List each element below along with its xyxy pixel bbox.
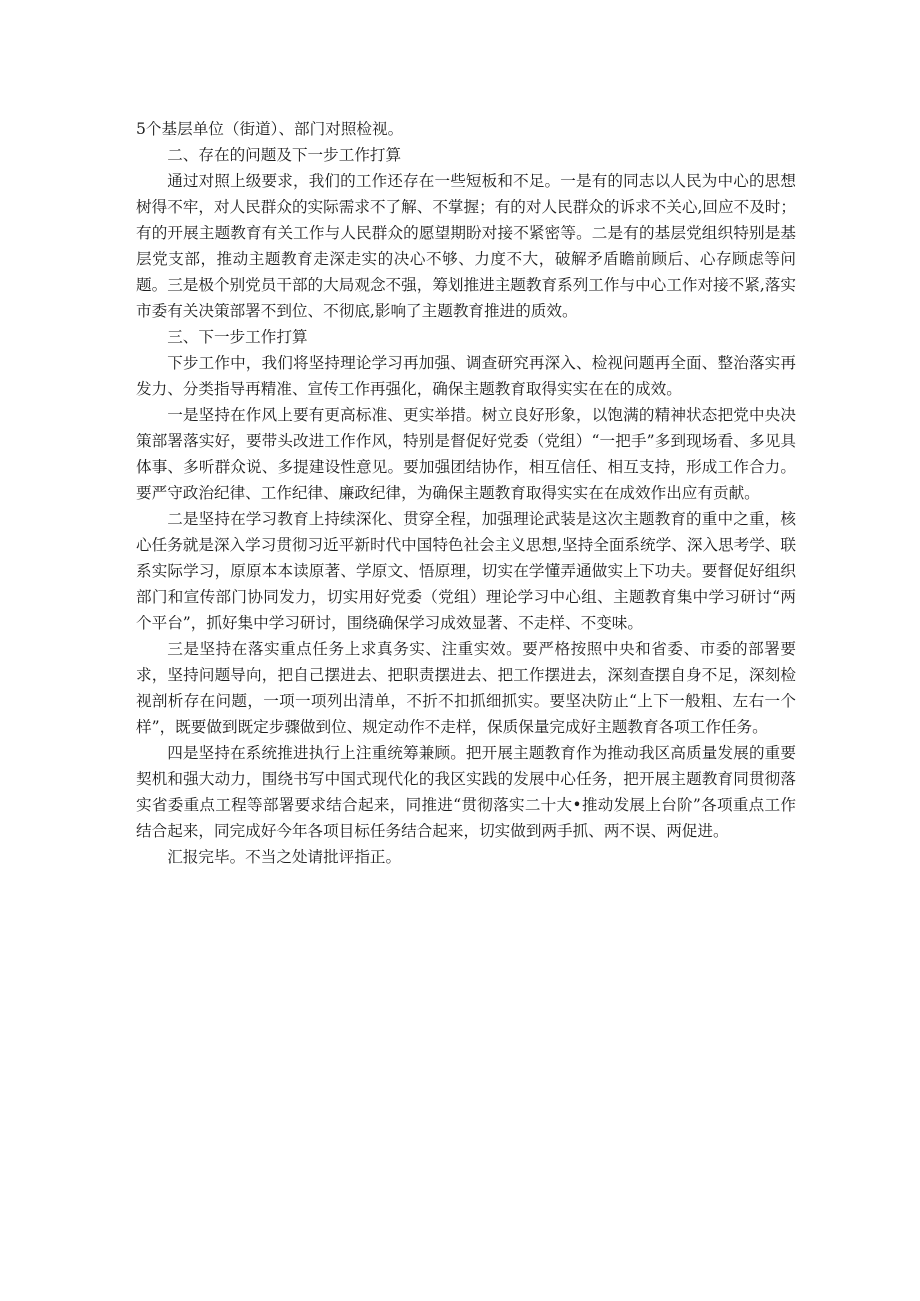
paragraph-problems: 通过对照上级要求，我们的工作还存在一些短板和不足。一是有的同志以人民为中心的思想树得不牢，对人民群众的实际需求不了解、不掌握；有的对人民群众的诉求不关心,回应不及时；有的开展主题教育有关工作与人民群众的愿望期盼对接不紧密等。二是有的基层党组织特别是基层党支部，推动主题教育走深走实的决心不够、力度不大，破解矛盾瞻前顾后、心存顾虑等问题。三是极个别党员干部的大局观念不强，筹划推进主题教育系列工作与中心工作对接不紧,落实市委有关决策部署不到位、不彻底,影响了主题教育推进的质效。 — [136, 172, 796, 320]
paragraph-next-steps-intro: 下步工作中，我们将坚持理论学习再加强、调查研究再深入、检视问题再全面、整治落实再发力、分类指导再精准、宣传工作再强化，确保主题教育取得实实在在的成效。 — [136, 354, 796, 398]
continuation-paragraph: 5个基层单位（街道）、部门对照检视。 — [136, 120, 404, 138]
paragraph-point-one: 一是坚持在作风上要有更高标准、更实举措。树立良好形象，以饱满的精神状态把党中央决策部署落实好，要带头改进工作作风，特别是督促好党委（党组）“一把手”多到现场看、多见具体事、多听群众说、多提建设性意见。要加强团结协作，相互信任、相互支持，形成工作合力。要严守政治纪律、工作纪律、廉政纪律，为确保主题教育取得实实在在成效作出应有贡献。 — [136, 406, 796, 502]
paragraph-point-three: 三是坚持在落实重点任务上求真务实、注重实效。要严格按照中央和省委、市委的部署要求，坚持问题导向，把自己摆进去、把职责摆进去、把工作摆进去，深刻查摆自身不足，深刻检视剖析存在问题，一项一项列出清单，不折不扣抓细抓实。要坚决防止“上下一般粗、左右一个样”，既要做到既定步骤做到位、规定动作不走样，保质保量完成好主题教育各项工作任务。 — [136, 640, 796, 736]
paragraph-point-two: 二是坚持在学习教育上持续深化、贯穿全程，加强理论武装是这次主题教育的重中之重，核心任务就是深入学习贯彻习近平新时代中国特色社会主义思想,坚持全面系统学、深入思考学、联系实际学习，原原本本读原著、学原文、悟原理，切实在学懂弄通做实上下功夫。要督促好组织部门和宣传部门协同发力，切实用好党委（党组）理论学习中心组、主题教育集中学习研讨“两个平台”，抓好集中学习研讨，围绕确保学习成效显著、不走样、不变味。 — [136, 510, 796, 632]
paragraph-closing: 汇报完毕。不当之处请批评指正。 — [167, 848, 402, 866]
section-heading-problems: 二、存在的问题及下一步工作打算 — [167, 146, 402, 164]
section-heading-next-steps: 三、下一步工作打算 — [167, 328, 308, 346]
paragraph-point-four: 四是坚持在系统推进执行上注重统筹兼顾。把开展主题教育作为推动我区高质量发展的重要契机和强大动力，围绕书写中国式现代化的我区实践的发展中心任务，把开展主题教育同贯彻落实省委重点工程等部署要求结合起来，同推进“贯彻落实二十大•推动发展上台阶”各项重点工作结合起来，同完成好今年各项目标任务结合起来，切实做到两手抓、两不误、两促进。 — [136, 744, 796, 840]
document-body — [136, 116, 796, 870]
